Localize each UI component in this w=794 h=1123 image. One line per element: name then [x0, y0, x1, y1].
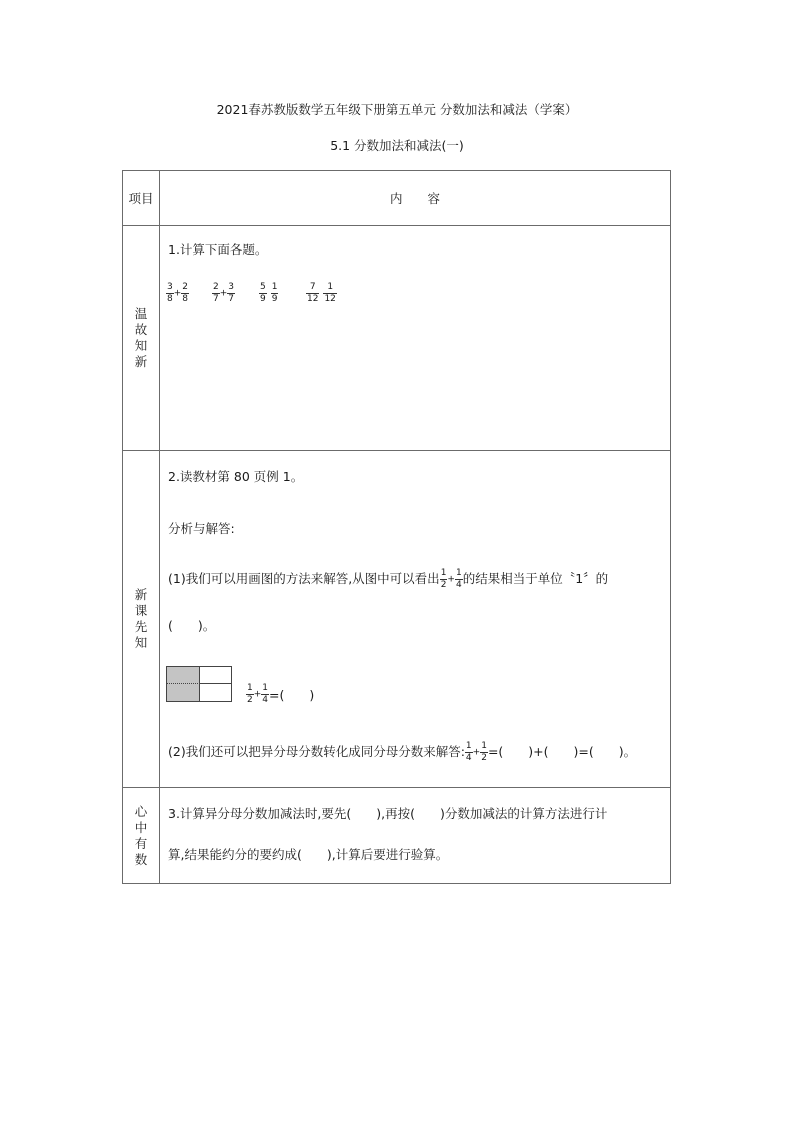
row-label-cell-new — [123, 451, 160, 788]
document-subtitle: 5.1 分数加法和减法(一) — [330, 138, 464, 153]
header-content: 内 容 — [389, 191, 440, 206]
fraction-area-diagram — [166, 666, 232, 702]
fraction: $\frac{2}{7}$ — [213, 282, 219, 304]
row-label-summary: 心中有数 — [134, 803, 148, 867]
review-expression-4 — [306, 282, 337, 305]
fraction: $\frac{1}{9}$ — [271, 282, 278, 304]
fraction: $\frac{7}{12}$ — [307, 282, 319, 304]
fraction: $\frac{3}{8}$ — [167, 282, 173, 304]
fraction: $\frac{1}{4}$ — [262, 683, 269, 705]
part1-line: (1)我们可以用画图的方法来解答,从图中可以看出 $\frac{1}{2}$ + $\frac{1}{4}$ 的结果相当于单位〝1〞的 — [168, 568, 609, 590]
fraction: $\frac{1}{2}$ — [440, 568, 447, 590]
fraction: $\frac{1}{12}$ — [324, 282, 336, 304]
fraction: $\frac{1}{2}$ — [481, 741, 487, 763]
diagram-equation: $\frac{1}{2}$ + $\frac{1}{4}$ =( ) — [247, 683, 315, 705]
fraction: $\frac{1}{4}$ — [465, 741, 472, 763]
document-title: 2021春苏教版数学五年级下册第五单元 分数加法和减法（学案） — [216, 102, 578, 117]
fraction: $\frac{3}{7}$ — [228, 282, 235, 304]
review-question: 1.计算下面各题。 — [168, 242, 268, 257]
summary-cell — [160, 788, 671, 884]
review-expression-3 — [259, 282, 278, 305]
review-expression-1: $\frac{3}{8}$ + $\frac{2}{8}$ — [167, 282, 189, 304]
row-label-cell-summary — [123, 788, 160, 884]
fraction: $\frac{1}{2}$ — [247, 683, 253, 705]
textbook-instruction: 2.读教材第 80 页例 1。 — [168, 469, 304, 484]
shaded-quarter-bottom — [167, 684, 200, 701]
header-label-cell — [123, 171, 160, 226]
row-label-cell-review — [123, 226, 160, 451]
header-content-cell — [160, 171, 671, 226]
summary-line-2: 算,结果能约分的要约成( ),计算后要进行验算。 — [168, 847, 449, 862]
part1-blank: ( )。 — [168, 618, 216, 633]
fraction: $\frac{1}{4}$ — [455, 568, 462, 590]
summary-line-1: 3.计算异分母分数加减法时,要先( ),再按( )分数加减法的计算方法进行计 — [168, 806, 608, 821]
row-label-review: 温故知新 — [134, 306, 148, 369]
fraction: $\frac{2}{8}$ — [182, 282, 189, 304]
header-label: 项目 — [128, 191, 154, 206]
review-expression-2: $\frac{2}{7}$ + $\frac{3}{7}$ — [213, 282, 235, 304]
unshaded-quarter — [200, 667, 231, 684]
part2-line: (2)我们还可以把异分母分数转化成同分母分数来解答: $\frac{1}{4}$ + $\frac{1}{2}$ =( )+( )=( )。 — [168, 741, 637, 763]
review-content-cell — [160, 226, 671, 451]
new-lesson-cell — [160, 451, 671, 788]
shaded-quarter-top — [167, 667, 200, 684]
analysis-label: 分析与解答: — [168, 521, 235, 536]
row-label-new: 新课先知 — [134, 587, 148, 650]
lesson-table — [122, 170, 671, 884]
fraction: $\frac{5}{9}$ — [260, 282, 266, 304]
